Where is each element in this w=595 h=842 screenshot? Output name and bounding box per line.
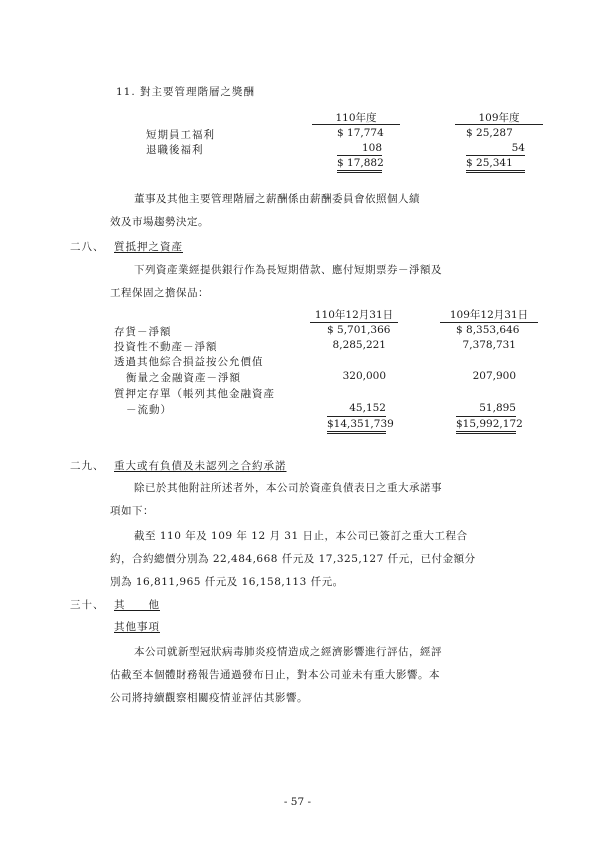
sec11-subtotal-rule bbox=[466, 155, 525, 156]
para-line: 公司將持續觀察相關疫情並評估其影響。 bbox=[110, 692, 308, 704]
section-29-title: 重大或有負債及未認列之合約承諾 bbox=[114, 460, 287, 472]
sec28-row-value-109: $ 8,353,646 bbox=[456, 324, 520, 336]
intro-line: 工程保固之擔保品： bbox=[110, 287, 209, 299]
sec28-row-value-109: 51,895 bbox=[479, 402, 516, 414]
sec28-row-value-109: 7,378,731 bbox=[462, 339, 516, 351]
intro-line: 下列資產業經提供銀行作為長短期借款、應付短期票券－淨額及 bbox=[134, 264, 442, 276]
sec11-total-rule bbox=[466, 172, 525, 173]
para-line: 估截至本個體財務報告通過發布日止，對本公司並未有重大影響。本 bbox=[110, 669, 440, 681]
section-30-title: 其 他 bbox=[114, 599, 160, 611]
sec28-row-label: 透過其他綜合損益按公允價值 bbox=[114, 356, 264, 368]
sec28-total-rule bbox=[327, 433, 386, 434]
sec28-row-label: 衡量之金融資產－淨額 bbox=[126, 372, 241, 384]
sec28-total-109: $15,992,172 bbox=[456, 418, 523, 430]
sec28-total-rule bbox=[327, 431, 386, 432]
sec29-para2 bbox=[110, 525, 534, 594]
para-line: 除已於其他附註所述者外，本公司於資產負債表日之重大承諾事 bbox=[134, 482, 442, 494]
sec11-col-109-rule bbox=[455, 124, 543, 125]
sec11-col-110: 110年度 bbox=[335, 112, 377, 124]
sec28-col-109-rule bbox=[440, 322, 538, 323]
sec28-row-label: 質押定存單（帳列其他金融資產 bbox=[114, 388, 275, 400]
sec30-para bbox=[110, 641, 534, 710]
sec11-row-value-109: $ 25,287 bbox=[466, 127, 513, 139]
sec11-row-label: 短期員工福利 bbox=[146, 129, 215, 141]
sec28-subtotal-rule bbox=[456, 416, 516, 417]
section-11-heading: 11. 對主要管理階層之獎酬 bbox=[116, 86, 256, 98]
sec11-row-value-110: 108 bbox=[361, 142, 382, 154]
page-number: - 57 - bbox=[283, 796, 312, 808]
sec28-row-label: －流動） bbox=[126, 404, 172, 416]
sec30-subheading: 其他事項 bbox=[114, 621, 160, 633]
sec11-row-value-109: 54 bbox=[511, 142, 525, 154]
para-line: 截至 110 年及 109 年 12 月 31 日止，本公司已簽訂之重大工程合 bbox=[134, 530, 468, 542]
sec11-subtotal-rule bbox=[337, 155, 382, 156]
sec11-total-rule bbox=[466, 170, 525, 171]
note-line: 董事及其他主要管理階層之薪酬係由薪酬委員會依照個人績 bbox=[134, 193, 420, 205]
sec11-note bbox=[110, 188, 534, 234]
sec11-total-109: $ 25,341 bbox=[466, 157, 513, 169]
sec11-row-value-110: $ 17,774 bbox=[337, 127, 384, 139]
para-line: 約，合約總價分別為 22,484,668 仟元及 17,325,127 仟元，已付金額分 bbox=[110, 553, 476, 565]
sec28-row-value-110: 45,152 bbox=[349, 402, 386, 414]
sec11-total-110: $ 17,882 bbox=[337, 157, 384, 169]
para-line: 本公司就新型冠狀病毒肺炎疫情造成之經濟影響進行評估，經評 bbox=[134, 646, 442, 658]
sec28-row-value-110: 320,000 bbox=[342, 370, 386, 382]
sec11-col-110-rule bbox=[312, 124, 400, 125]
section-30-number: 三十、 bbox=[70, 599, 105, 611]
para-line: 別為 16,811,965 仟元及 16,158,113 仟元。 bbox=[110, 576, 344, 588]
sec28-row-value-110: $ 5,701,366 bbox=[327, 324, 391, 336]
sec28-row-label: 投資性不動產－淨額 bbox=[114, 341, 218, 353]
sec28-col-109: 109年12月31日 bbox=[449, 309, 529, 321]
sec28-subtotal-rule bbox=[327, 416, 386, 417]
sec11-total-rule bbox=[337, 172, 382, 173]
note-line: 效及市場趨勢決定。 bbox=[110, 216, 209, 228]
sec28-intro bbox=[110, 259, 534, 305]
sec28-col-110: 110年12月31日 bbox=[314, 309, 394, 321]
section-28-number: 二八、 bbox=[70, 241, 105, 253]
sec28-row-label: 存貨－淨額 bbox=[114, 326, 172, 338]
sec28-total-rule bbox=[456, 431, 516, 432]
sec11-total-rule bbox=[337, 170, 382, 171]
sec28-col-110-rule bbox=[310, 322, 398, 323]
sec28-row-value-109: 207,900 bbox=[472, 370, 516, 382]
sec29-para1 bbox=[110, 477, 534, 523]
sec11-col-109: 109年度 bbox=[478, 112, 520, 124]
sec28-total-110: $14,351,739 bbox=[327, 418, 394, 430]
sec28-total-rule bbox=[456, 433, 516, 434]
section-29-number: 二九、 bbox=[70, 460, 105, 472]
sec28-row-value-110: 8,285,221 bbox=[332, 339, 386, 351]
para-line: 項如下： bbox=[110, 505, 154, 517]
sec11-row-label: 退職後福利 bbox=[146, 144, 204, 156]
section-28-title: 質抵押之資產 bbox=[114, 241, 183, 253]
